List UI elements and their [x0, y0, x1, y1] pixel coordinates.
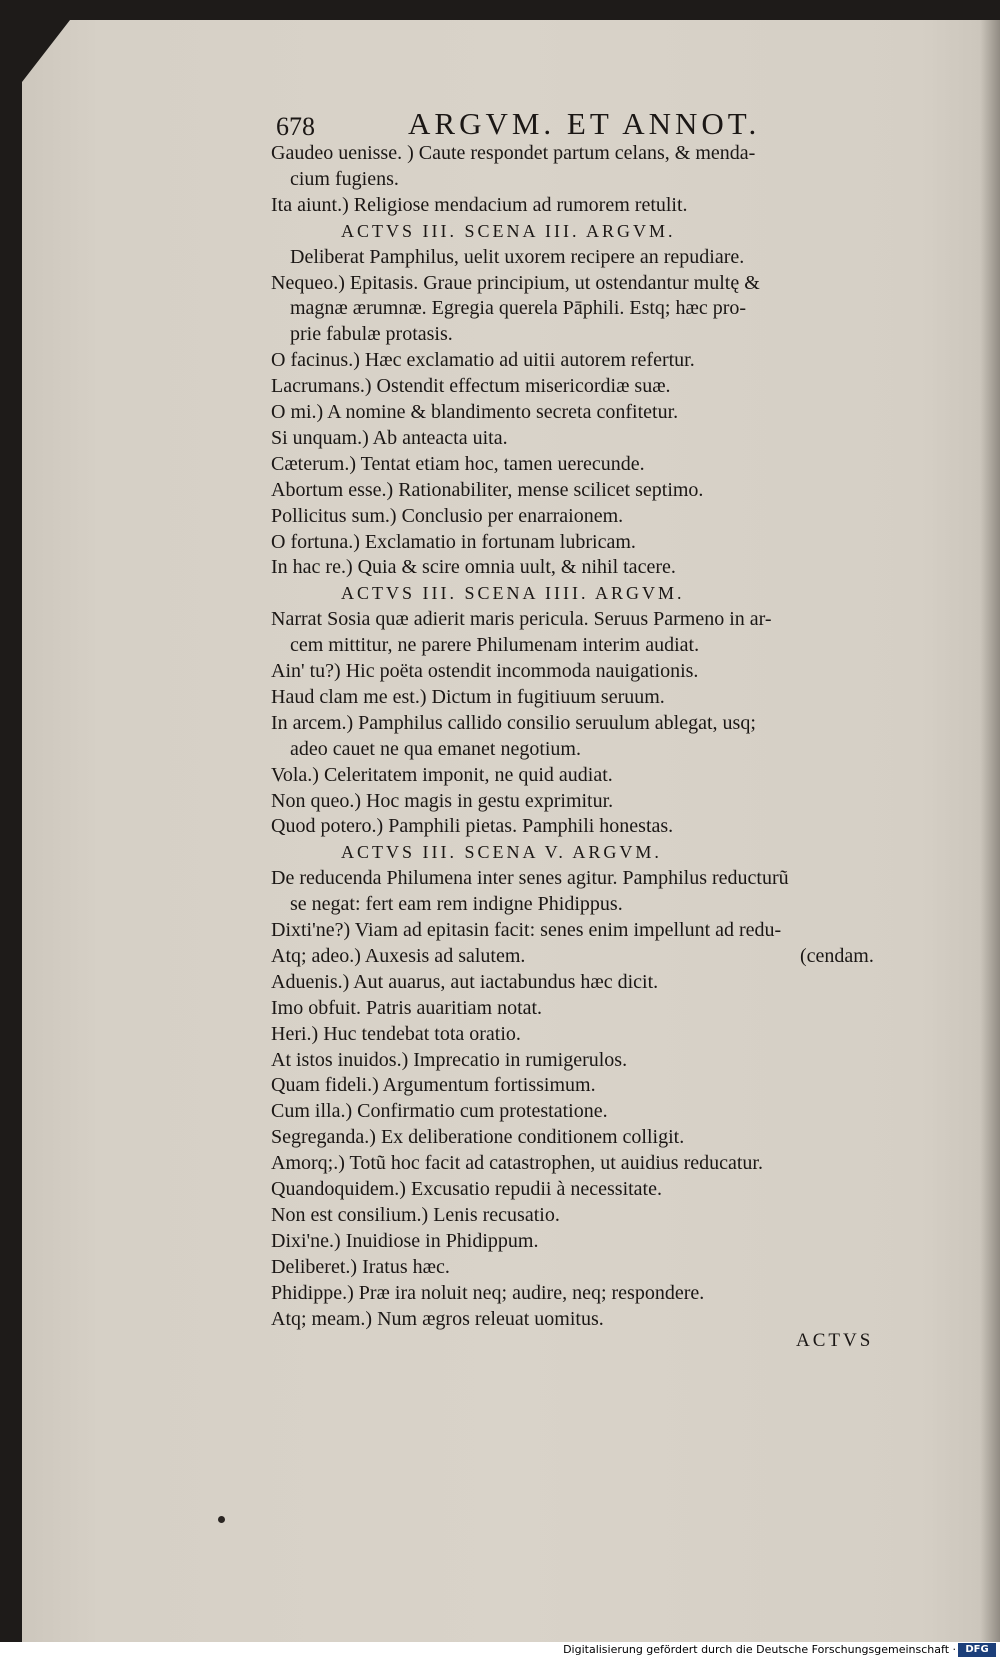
- running-head-title: ARGVM. ET ANNOT.: [408, 106, 761, 141]
- scene-heading: ACTVS III. SCENA V. ARGVM.: [341, 842, 662, 863]
- commentary-line: Quod potero.) Pamphili pietas. Pamphili honestas.: [271, 815, 674, 838]
- commentary-line: Ain' tu?) Hic poëta ostendit incommoda nauigationis.: [271, 660, 699, 682]
- commentary-line: Cum illa.) Confirmatio cum protestatione.: [271, 1100, 608, 1123]
- folded-corner: [22, 20, 70, 82]
- commentary-line: Imo obfuit. Patris auaritiam notat.: [271, 996, 543, 1019]
- catchword: ACTVS: [796, 1330, 874, 1351]
- commentary-line: Quam fideli.) Argumentum fortissimum.: [271, 1074, 596, 1097]
- commentary-line: Abortum esse.) Rationabiliter, mense scilicet septimo.: [271, 478, 704, 501]
- commentary-line: In arcem.) Pamphilus callido consilio seruulum ablegat, usq;: [271, 711, 756, 734]
- commentary-line: Dixti'ne?) Viam ad epitasin facit: senes enim impellunt ad redu-: [271, 919, 782, 941]
- commentary-line: At istos inuidos.) Imprecatio in rumigerulos.: [271, 1048, 628, 1071]
- funding-credit: Digitalisierung gefördert durch die Deutsche Forschungsgemeinschaft ·: [563, 1643, 956, 1656]
- commentary-line: se negat: fert eam rem indigne Phidippus.: [290, 893, 623, 916]
- commentary-line: O facinus.) Hæc exclamatio ad uitii autorem refertur.: [271, 349, 695, 372]
- commentary-line: Pollicitus sum.) Conclusio per enarraionem.: [271, 504, 624, 527]
- commentary-line: Dixi'ne.) Inuidiose in Phidippum.: [271, 1229, 539, 1252]
- commentary-line: cem mittitur, ne parere Philumenam interim audiat.: [290, 634, 700, 657]
- commentary-line: Atq; meam.) Num ægros releuat uomitus.: [271, 1307, 604, 1330]
- commentary-line: Nequeo.) Epitasis. Graue principium, ut ostendantur multę &: [271, 271, 760, 294]
- commentary-line: magnæ ærumnæ. Egregia querela Pāphili. Estq; hæc pro-: [290, 297, 747, 320]
- scene-heading: ACTVS III. SCENA III. ARGVM.: [341, 220, 676, 241]
- commentary-line: Quandoquidem.) Excusatio repudii à necessitate.: [271, 1178, 662, 1200]
- commentary-line: Non est consilium.) Lenis recusatio.: [271, 1203, 560, 1226]
- line-overflow-fragment: (cendam.: [800, 944, 874, 967]
- commentary-line: In hac re.) Quia & scire omnia uult, & nihil tacere.: [271, 556, 676, 579]
- scene-heading: ACTVS III. SCENA IIII. ARGVM.: [341, 583, 685, 604]
- footer-bar: [0, 1642, 1000, 1658]
- commentary-line: Vola.) Celeritatem imponit, ne quid audiat.: [271, 763, 613, 786]
- commentary-line: Haud clam me est.) Dictum in fugitiuum seruum.: [271, 685, 665, 708]
- commentary-line: O fortuna.) Exclamatio in fortunam lubricam.: [271, 530, 636, 553]
- commentary-line: Phidippe.) Præ ira noluit neq; audire, neq; respondere.: [271, 1281, 705, 1304]
- commentary-line: Cæterum.) Tentat etiam hoc, tamen uerecunde.: [271, 452, 645, 475]
- commentary-line: cium fugiens.: [290, 167, 399, 190]
- commentary-line: Narrat Sosia quæ adierit maris pericula. Seruus Parmeno in ar-: [271, 608, 772, 631]
- commentary-line: Atq; adeo.) Auxesis ad salutem.: [271, 944, 526, 967]
- commentary-line: Aduenis.) Aut auarus, aut iactabundus hæc dicit.: [271, 970, 659, 993]
- commentary-line: Deliberat Pamphilus, uelit uxorem recipere an repudiare.: [290, 245, 745, 268]
- commentary-line: Deliberet.) Iratus hæc.: [271, 1255, 450, 1278]
- commentary-line: Non queo.) Hoc magis in gestu exprimitur.: [271, 789, 614, 812]
- page-number: 678: [276, 112, 315, 141]
- commentary-line: Si unquam.) Ab anteacta uita.: [271, 426, 508, 449]
- commentary-line: Ita aiunt.) Religiose mendacium ad rumorem retulit.: [271, 193, 688, 216]
- dfg-logo: DFG: [958, 1643, 996, 1657]
- commentary-line: O mi.) A nomine & blandimento secreta confitetur.: [271, 401, 679, 423]
- commentary-line: Gaudeo uenisse. ) Caute respondet partum celans, & menda-: [271, 142, 756, 164]
- commentary-line: adeo cauet ne qua emanet negotium.: [290, 737, 581, 760]
- commentary-line: Heri.) Huc tendebat tota oratio.: [271, 1022, 521, 1045]
- commentary-line: Amorq;.) Totũ hoc facit ad catastrophen, ut auidius reducatur.: [271, 1152, 763, 1175]
- commentary-line: prie fabulæ protasis.: [290, 323, 453, 346]
- commentary-line: Lacrumans.) Ostendit effectum misericordiæ suæ.: [271, 375, 671, 398]
- commentary-line: De reducenda Philumena inter senes agitur. Pamphilus reducturũ: [271, 867, 789, 890]
- commentary-line: Segreganda.) Ex deliberatione conditionem colligit.: [271, 1126, 685, 1149]
- page-edge-shadow: [980, 20, 1000, 1642]
- ink-spot: [218, 1516, 225, 1523]
